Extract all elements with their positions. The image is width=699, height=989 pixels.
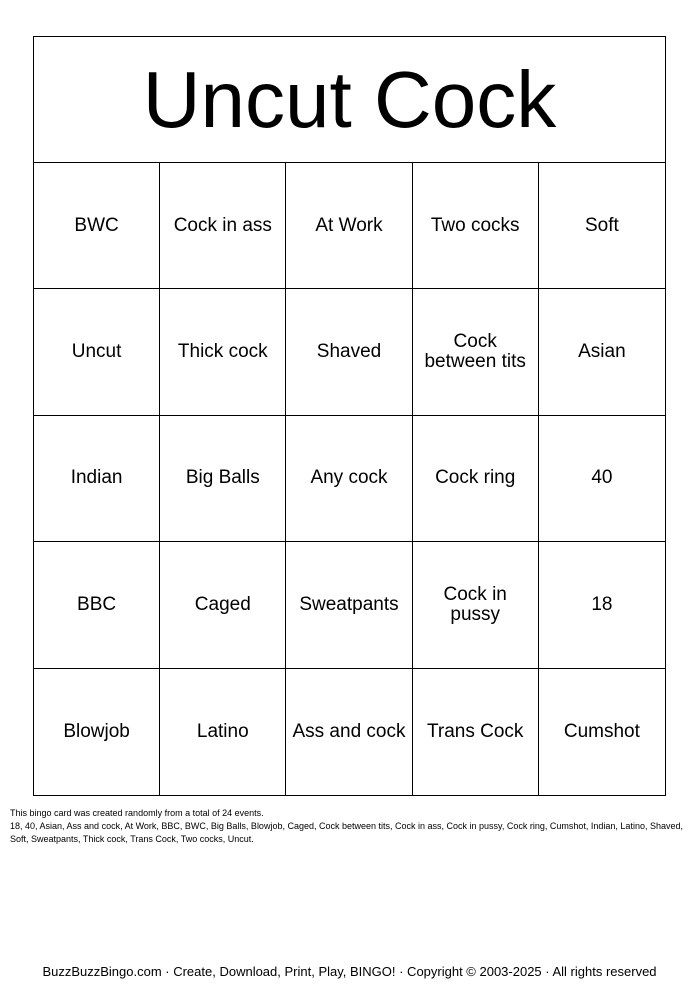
bingo-cell: Asian (539, 289, 665, 415)
bingo-cell: Cock between tits (413, 289, 539, 415)
bingo-cell: Latino (160, 669, 286, 795)
bingo-cell: 40 (539, 416, 665, 542)
bingo-cell: Soft (539, 163, 665, 289)
bingo-cell: Cock in pussy (413, 542, 539, 668)
bingo-cell: Ass and cock (286, 669, 412, 795)
bingo-cell: Caged (160, 542, 286, 668)
bingo-cell: Cock ring (413, 416, 539, 542)
notes-summary: This bingo card was created randomly from a total of 24 events. (10, 808, 264, 818)
card-title: Uncut Cock (34, 37, 665, 163)
bingo-cell: BWC (34, 163, 160, 289)
page-footer: BuzzBuzzBingo.com · Create, Download, Print, Play, BINGO! · Copyright © 2003-2025 · All rights reserved (42, 964, 657, 979)
bingo-cell: 18 (539, 542, 665, 668)
bingo-cell: Two cocks (413, 163, 539, 289)
bingo-cell: Cock in ass (160, 163, 286, 289)
bingo-cell: Blowjob (34, 669, 160, 795)
bingo-cell: Trans Cock (413, 669, 539, 795)
bingo-cell: Thick cock (160, 289, 286, 415)
bingo-cell: At Work (286, 163, 412, 289)
bingo-card (33, 36, 666, 796)
bingo-grid (34, 163, 665, 795)
bingo-cell: Indian (34, 416, 160, 542)
notes-event-list: 18, 40, Asian, Ass and cock, At Work, BBC, BWC, Big Balls, Blowjob, Caged, Cock between tits, Cock in ass, Cock in pussy, Cock ring, Cumshot, Indian, Latino, Shaved, Soft, Sweatpants, Thick cock, Trans Cock, Two cocks, Uncut. (10, 821, 683, 844)
bingo-cell: Any cock (286, 416, 412, 542)
event-notes (10, 807, 694, 846)
bingo-cell: Sweatpants (286, 542, 412, 668)
bingo-cell: Big Balls (160, 416, 286, 542)
bingo-cell: Uncut (34, 289, 160, 415)
bingo-cell: Shaved (286, 289, 412, 415)
bingo-cell: Cumshot (563, 720, 640, 742)
bingo-cell: BBC (34, 542, 160, 668)
